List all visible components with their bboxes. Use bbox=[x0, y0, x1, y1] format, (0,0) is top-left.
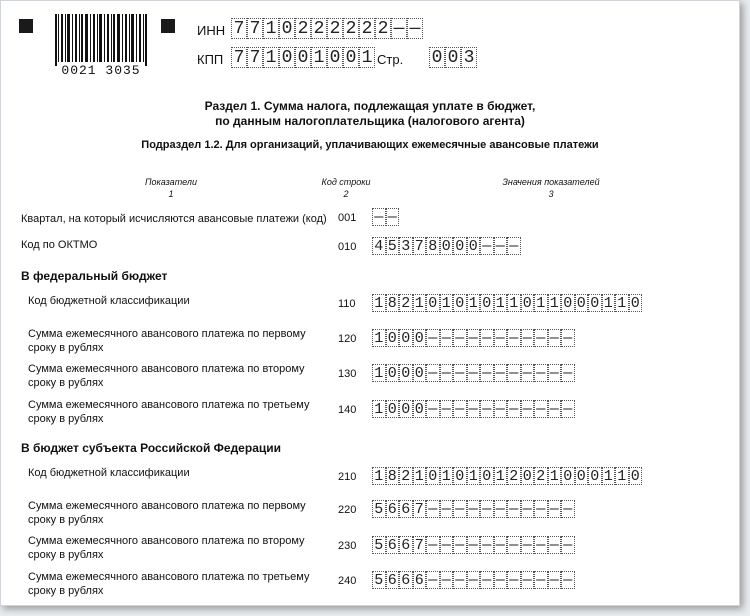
form-cell: — bbox=[494, 400, 508, 418]
barcode-number: 0021 3035 bbox=[61, 63, 141, 78]
regional-p3-label bbox=[28, 570, 309, 598]
form-cell: — bbox=[453, 500, 467, 518]
form-cell: — bbox=[391, 18, 407, 39]
form-cell: 2 bbox=[399, 467, 413, 485]
form-cell: 2 bbox=[295, 18, 311, 39]
form-cell: 1 bbox=[263, 18, 279, 39]
subsection-title: Подраздел 1.2. Для организаций, уплачивающих ежемесячные авансовые платежи bbox=[141, 139, 599, 151]
form-cell: — bbox=[561, 536, 575, 554]
form-cell: 0 bbox=[413, 400, 427, 418]
form-cell: 0 bbox=[279, 47, 295, 68]
col3-name: Значения показателей bbox=[502, 177, 600, 187]
section-title-line2: по данным налогоплательщика (налогового агента) bbox=[215, 114, 525, 128]
form-cell: — bbox=[453, 329, 467, 347]
form-cell: — bbox=[534, 571, 548, 589]
form-cell: — bbox=[467, 536, 481, 554]
form-cell: 0 bbox=[386, 329, 400, 347]
col3-number: 3 bbox=[548, 189, 554, 199]
form-cell: 2 bbox=[399, 294, 413, 312]
form-cell: — bbox=[386, 208, 400, 226]
kpp-label: КПП bbox=[197, 52, 224, 67]
form-cell: — bbox=[521, 536, 535, 554]
form-cell: — bbox=[521, 571, 535, 589]
form-cell: — bbox=[548, 500, 562, 518]
federal-p2-code: 130 bbox=[338, 368, 357, 380]
form-cell: 1 bbox=[359, 47, 375, 68]
form-cell: — bbox=[494, 364, 508, 382]
form-cell: 1 bbox=[440, 294, 454, 312]
form-cell: 0 bbox=[343, 47, 359, 68]
form-cell: 7 bbox=[413, 500, 427, 518]
form-cell: — bbox=[453, 536, 467, 554]
form-cell: — bbox=[426, 536, 440, 554]
form-cell: — bbox=[480, 237, 494, 255]
form-cell: — bbox=[494, 536, 508, 554]
form-cell: 1 bbox=[372, 329, 386, 347]
form-cell: 0 bbox=[575, 294, 589, 312]
col1-number: 1 bbox=[168, 189, 174, 199]
federal-p3-label-line2: сроку в рублях bbox=[28, 413, 104, 425]
form-cell: — bbox=[521, 500, 535, 518]
form-cell: 0 bbox=[521, 467, 535, 485]
regional-p1-label-line2: сроку в рублях bbox=[28, 514, 104, 526]
form-cell: 0 bbox=[588, 294, 602, 312]
form-cell: — bbox=[507, 571, 521, 589]
form-cell: 7 bbox=[413, 536, 427, 554]
federal-p1-label bbox=[28, 327, 306, 355]
federal-heading: В федеральный бюджет bbox=[21, 269, 168, 283]
form-cell: 0 bbox=[426, 294, 440, 312]
form-cell: 0 bbox=[561, 467, 575, 485]
form-cell: — bbox=[521, 329, 535, 347]
form-cell: 2 bbox=[534, 467, 548, 485]
form-cell: 0 bbox=[426, 467, 440, 485]
form-cell: — bbox=[407, 18, 423, 39]
federal-p2-label-line2: сроку в рублях bbox=[28, 377, 104, 389]
form-cell: 2 bbox=[327, 18, 343, 39]
regional-p1-code: 220 bbox=[338, 504, 357, 516]
form-cell: — bbox=[494, 329, 508, 347]
corner-marker-left bbox=[19, 19, 33, 33]
form-cell: — bbox=[507, 364, 521, 382]
form-cell: 0 bbox=[413, 364, 427, 382]
barcode-icon bbox=[55, 14, 147, 66]
form-cell: — bbox=[534, 500, 548, 518]
federal-kbk-field bbox=[372, 294, 642, 312]
form-cell: — bbox=[467, 571, 481, 589]
form-cell: 0 bbox=[295, 47, 311, 68]
form-cell: — bbox=[426, 571, 440, 589]
form-cell: — bbox=[548, 364, 562, 382]
form-cell: 1 bbox=[372, 294, 386, 312]
form-cell: 0 bbox=[440, 237, 454, 255]
form-cell: 1 bbox=[615, 467, 629, 485]
federal-p1-field bbox=[372, 329, 575, 347]
form-cell: 1 bbox=[467, 467, 481, 485]
form-cell: — bbox=[561, 364, 575, 382]
form-cell: 4 bbox=[372, 237, 386, 255]
form-cell: — bbox=[548, 536, 562, 554]
form-cell: 1 bbox=[548, 294, 562, 312]
form-cell: — bbox=[426, 500, 440, 518]
form-cell: 0 bbox=[480, 467, 494, 485]
form-cell: — bbox=[548, 400, 562, 418]
form-cell: — bbox=[561, 400, 575, 418]
form-cell: 6 bbox=[386, 536, 400, 554]
form-cell: 0 bbox=[399, 329, 413, 347]
form-cell: — bbox=[494, 500, 508, 518]
regional-p3-field bbox=[372, 571, 575, 589]
col1-name: Показатели bbox=[145, 177, 197, 187]
form-cell: 0 bbox=[453, 294, 467, 312]
form-cell: — bbox=[453, 364, 467, 382]
corner-marker-right bbox=[161, 19, 175, 33]
form-cell: 2 bbox=[359, 18, 375, 39]
form-cell: 6 bbox=[399, 536, 413, 554]
federal-p1-label-line1: Сумма ежемесячного авансового платежа по первому bbox=[28, 328, 306, 340]
federal-p3-label-line1: Сумма ежемесячного авансового платежа по третьему bbox=[28, 399, 310, 411]
form-cell: 7 bbox=[247, 47, 263, 68]
form-cell: 6 bbox=[386, 500, 400, 518]
form-cell: 0 bbox=[521, 294, 535, 312]
federal-p1-code: 120 bbox=[338, 333, 357, 345]
federal-p1-label-line2: сроку в рублях bbox=[28, 342, 104, 354]
col3-header bbox=[471, 176, 631, 200]
regional-p3-code: 240 bbox=[338, 575, 357, 587]
form-cell: — bbox=[440, 364, 454, 382]
form-cell: 0 bbox=[453, 467, 467, 485]
form-cell: 1 bbox=[311, 47, 327, 68]
form-cell: — bbox=[521, 364, 535, 382]
federal-p3-label bbox=[28, 398, 309, 426]
form-cell: — bbox=[480, 536, 494, 554]
form-cell: — bbox=[480, 364, 494, 382]
form-cell: — bbox=[507, 536, 521, 554]
form-cell: — bbox=[548, 571, 562, 589]
col2-name: Код строки bbox=[321, 177, 371, 187]
form-cell: 0 bbox=[629, 294, 643, 312]
kpp-field bbox=[231, 47, 375, 68]
form-cell: 1 bbox=[440, 467, 454, 485]
federal-p3-code: 140 bbox=[338, 404, 357, 416]
form-cell: — bbox=[453, 571, 467, 589]
form-cell: — bbox=[426, 329, 440, 347]
form-cell: 5 bbox=[372, 536, 386, 554]
form-cell: — bbox=[467, 364, 481, 382]
quarter-label: Квартал, на который исчисляются авансовые платежи (код) bbox=[21, 213, 327, 225]
form-cell: 6 bbox=[399, 571, 413, 589]
federal-p2-label-line1: Сумма ежемесячного авансового платежа по второму bbox=[28, 363, 305, 375]
form-cell: 5 bbox=[372, 500, 386, 518]
form-cell: — bbox=[534, 364, 548, 382]
form-cell: 1 bbox=[372, 364, 386, 382]
federal-p3-field bbox=[372, 400, 575, 418]
form-cell: — bbox=[426, 400, 440, 418]
form-cell: — bbox=[480, 400, 494, 418]
form-cell: 0 bbox=[480, 294, 494, 312]
form-cell: — bbox=[534, 536, 548, 554]
regional-kbk-label: Код бюджетной классификации bbox=[28, 467, 190, 479]
form-cell: 5 bbox=[372, 571, 386, 589]
form-cell: 5 bbox=[386, 237, 400, 255]
form-cell: — bbox=[507, 500, 521, 518]
col1-header bbox=[121, 176, 221, 200]
form-cell: — bbox=[440, 536, 454, 554]
form-cell: — bbox=[372, 208, 386, 226]
regional-p3-label-line1: Сумма ежемесячного авансового платежа по третьему bbox=[28, 571, 310, 583]
form-cell: 0 bbox=[445, 47, 461, 68]
form-cell: 6 bbox=[386, 571, 400, 589]
oktmo-code: 010 bbox=[338, 241, 357, 253]
form-cell: 7 bbox=[231, 18, 247, 39]
form-cell: 0 bbox=[561, 294, 575, 312]
form-cell: 1 bbox=[602, 467, 616, 485]
form-cell: 7 bbox=[247, 18, 263, 39]
form-cell: 0 bbox=[413, 329, 427, 347]
form-cell: 2 bbox=[311, 18, 327, 39]
form-cell: 6 bbox=[399, 500, 413, 518]
form-cell: 1 bbox=[467, 294, 481, 312]
regional-p2-label bbox=[28, 534, 305, 562]
form-cell: 0 bbox=[588, 467, 602, 485]
regional-p3-label-line2: сроку в рублях bbox=[28, 585, 104, 597]
form-cell: 1 bbox=[615, 294, 629, 312]
form-cell: 1 bbox=[602, 294, 616, 312]
form-cell: 1 bbox=[507, 294, 521, 312]
form-cell: — bbox=[534, 329, 548, 347]
form-cell: — bbox=[480, 329, 494, 347]
form-cell: 0 bbox=[399, 364, 413, 382]
form-cell: — bbox=[548, 329, 562, 347]
federal-kbk-label: Код бюджетной классификации bbox=[28, 295, 190, 307]
form-cell: 1 bbox=[372, 400, 386, 418]
regional-p2-code: 230 bbox=[338, 540, 357, 552]
form-cell: 0 bbox=[279, 18, 295, 39]
oktmo-label: Код по ОКТМО bbox=[21, 239, 98, 251]
col2-number: 2 bbox=[343, 189, 349, 199]
form-cell: 7 bbox=[231, 47, 247, 68]
form-cell: — bbox=[467, 400, 481, 418]
form-cell: — bbox=[480, 500, 494, 518]
form-cell: — bbox=[440, 571, 454, 589]
form-cell: 1 bbox=[494, 294, 508, 312]
form-cell: — bbox=[453, 400, 467, 418]
form-cell: 0 bbox=[453, 237, 467, 255]
form-cell: 1 bbox=[548, 467, 562, 485]
regional-p1-label-line1: Сумма ежемесячного авансового платежа по первому bbox=[28, 500, 306, 512]
form-cell: 2 bbox=[343, 18, 359, 39]
form-cell: — bbox=[561, 500, 575, 518]
federal-kbk-code: 110 bbox=[338, 298, 356, 310]
form-cell: — bbox=[507, 329, 521, 347]
quarter-code: 001 bbox=[338, 212, 357, 224]
form-cell: — bbox=[440, 400, 454, 418]
form-cell: — bbox=[507, 400, 521, 418]
form-cell: 8 bbox=[386, 294, 400, 312]
form-cell: — bbox=[534, 400, 548, 418]
inn-label: ИНН bbox=[197, 23, 226, 38]
form-cell: — bbox=[440, 500, 454, 518]
form-cell: — bbox=[467, 329, 481, 347]
form-cell: 1 bbox=[413, 467, 427, 485]
quarter-field bbox=[372, 208, 399, 226]
federal-p2-field bbox=[372, 364, 575, 382]
form-cell: 2 bbox=[375, 18, 391, 39]
form-cell: 6 bbox=[413, 571, 427, 589]
col2-header bbox=[301, 176, 391, 200]
form-cell: 1 bbox=[494, 467, 508, 485]
form-cell: — bbox=[480, 571, 494, 589]
form-cell: 0 bbox=[386, 400, 400, 418]
federal-p2-label bbox=[28, 362, 305, 390]
form-cell: 8 bbox=[386, 467, 400, 485]
form-cell: — bbox=[494, 237, 508, 255]
regional-p1-field bbox=[372, 500, 575, 518]
form-cell: 0 bbox=[575, 467, 589, 485]
form-cell: 0 bbox=[399, 400, 413, 418]
form-cell: 2 bbox=[507, 467, 521, 485]
form-cell: 1 bbox=[372, 467, 386, 485]
form-cell: 0 bbox=[467, 237, 481, 255]
inn-field bbox=[231, 18, 423, 39]
form-cell: 1 bbox=[413, 294, 427, 312]
form-cell: 0 bbox=[327, 47, 343, 68]
oktmo-field bbox=[372, 237, 521, 255]
form-cell: 0 bbox=[386, 364, 400, 382]
form-cell: 0 bbox=[629, 467, 643, 485]
form-cell: — bbox=[561, 329, 575, 347]
regional-p2-label-line1: Сумма ежемесячного авансового платежа по второму bbox=[28, 535, 305, 547]
form-cell: — bbox=[426, 364, 440, 382]
form-cell: 3 bbox=[399, 237, 413, 255]
form-cell: — bbox=[507, 237, 521, 255]
form-cell: — bbox=[494, 571, 508, 589]
regional-heading: В бюджет субъекта Российской Федерации bbox=[21, 441, 281, 455]
form-cell: — bbox=[521, 400, 535, 418]
regional-kbk-code: 210 bbox=[338, 471, 357, 483]
regional-kbk-field bbox=[372, 467, 642, 485]
page-label: Стр. bbox=[377, 52, 404, 67]
form-cell: — bbox=[467, 500, 481, 518]
form-cell: 8 bbox=[426, 237, 440, 255]
form-cell: 3 bbox=[461, 47, 477, 68]
regional-p1-label bbox=[28, 499, 306, 527]
section-title-line1: Раздел 1. Сумма налога, подлежащая уплате в бюджет, bbox=[204, 99, 536, 113]
form-cell: — bbox=[440, 329, 454, 347]
form-cell: 1 bbox=[534, 294, 548, 312]
regional-p2-field bbox=[372, 536, 575, 554]
page-number-field bbox=[429, 47, 477, 68]
form-cell: 0 bbox=[429, 47, 445, 68]
form-cell: — bbox=[561, 571, 575, 589]
form-cell: 1 bbox=[263, 47, 279, 68]
regional-p2-label-line2: сроку в рублях bbox=[28, 549, 104, 561]
form-cell: 7 bbox=[413, 237, 427, 255]
